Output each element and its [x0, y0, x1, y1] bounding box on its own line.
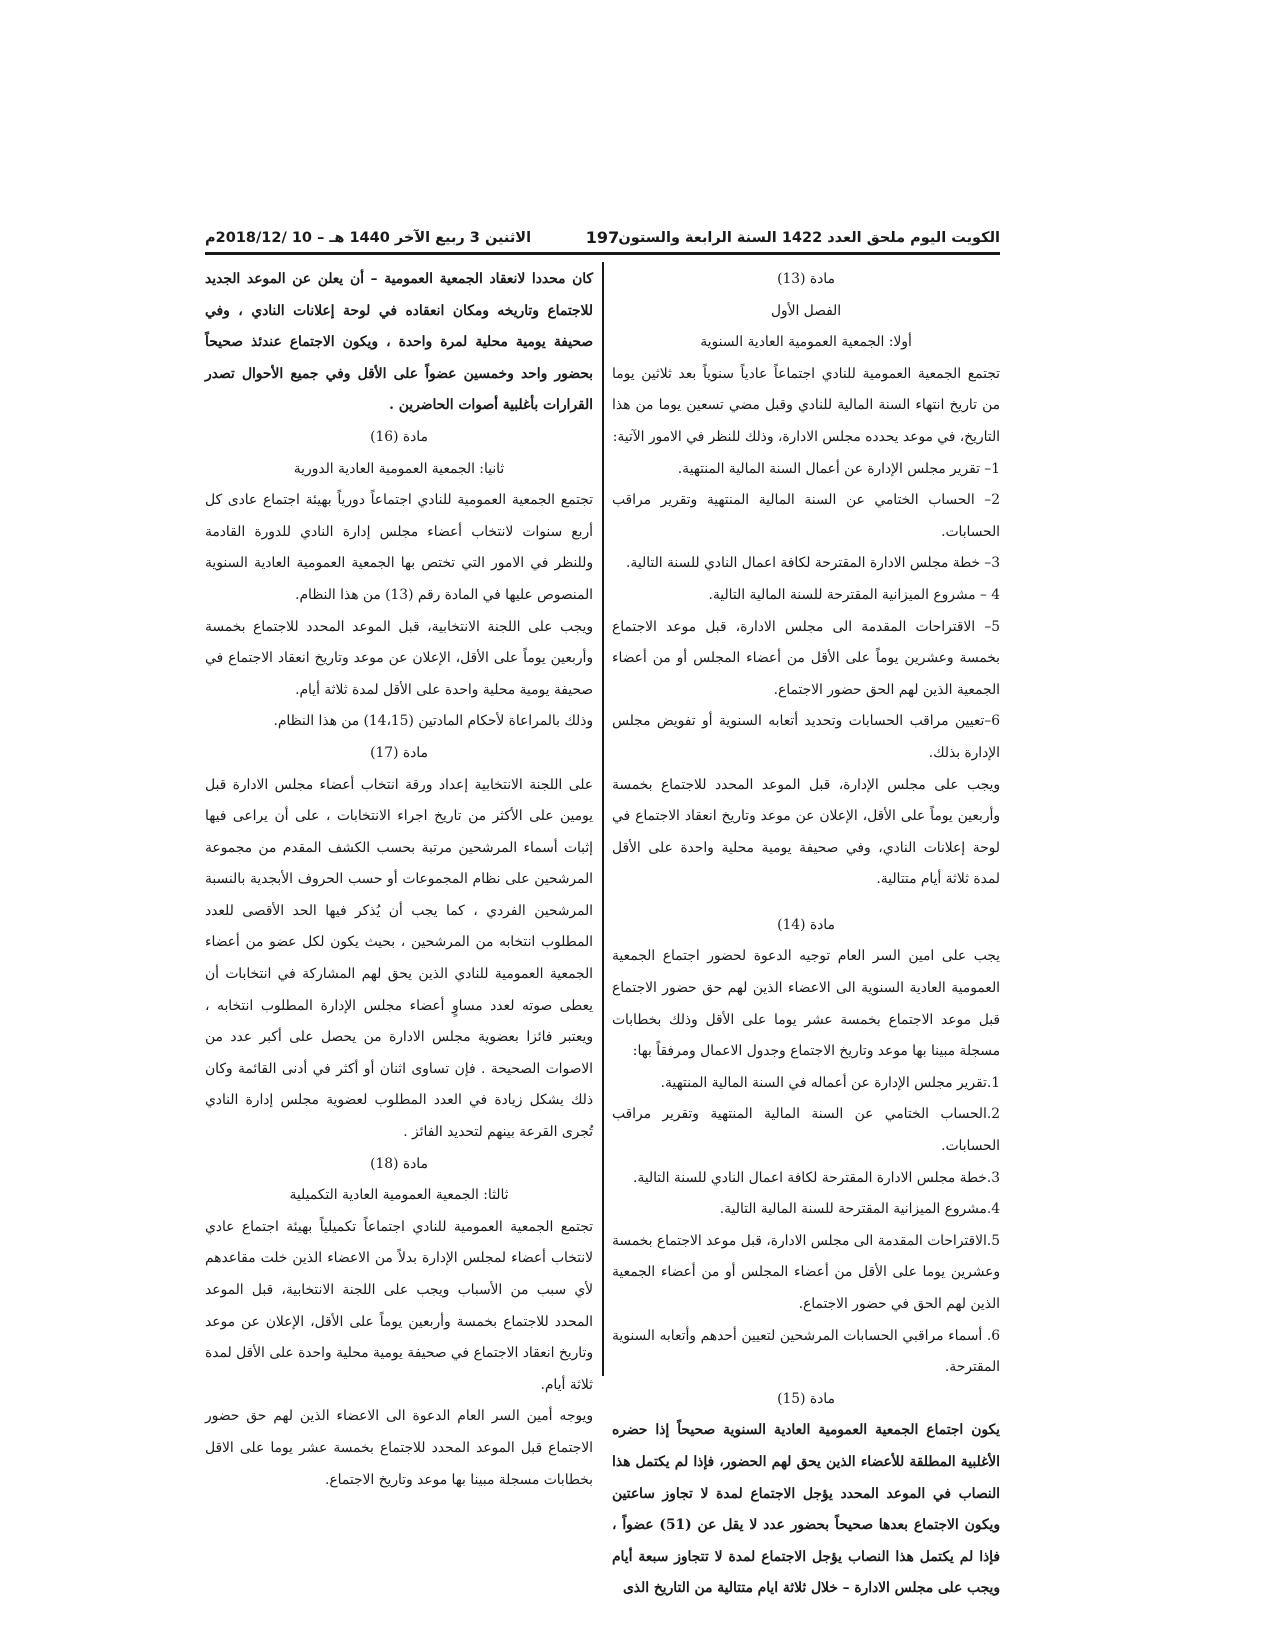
list-item: 3.خطة مجلس الادارة المقترحة لكافة اعمال النادي للسنة التالية.	[632, 1169, 1000, 1186]
section-title: أولا: الجمعية العمومية العادية السنوية	[700, 334, 912, 351]
article-15-continuation: كان محددا لانعقاد الجمعية العمومية – أن يعلن عن الموعد الجديد للاجتماع وتاريخه ومكان انعقاده في لوحة إعلانات النادي ، وفي صحيفة يومية محلية لمرة واحدة ، ويكون الاجتماع عندئذ صحيحاً بحضور واحد وخمسين عضواً على الأقل وفي جميع الأحوال تصدر القرارات بأغلبية أصوات الحاضرين .	[205, 271, 593, 414]
paragraph-gap	[612, 896, 1000, 910]
gazette-page	[205, 226, 1000, 1597]
list-item: 5.الاقتراحات المقدمة الى مجلس الادارة، قبل موعد الاجتماع بخمسة وعشرين يوما على الأقل من أعضاء المجلس أو من أعضاء الجمعية الذين لهم الحق في حضور الاجتماع.	[612, 1232, 1000, 1312]
section-title: ثالثا: الجمعية العمومية العادية التكميلية	[289, 1187, 509, 1204]
article-15-title: مادة (15)	[777, 1390, 835, 1407]
article-16-body: تجتمع الجمعية العمومية للنادي اجتماعاً دورياً بهيئة اجتماع عادى كل أربع سنوات لانتخاب أعضاء مجلس إدارة النادي للدورة القادمة وللنظر في الامور التي تختص بها الجمعية العمومية العادية السنوية المنصوص عليها في المادة رقم (13) من هذا النظام.	[205, 492, 593, 603]
article-18-title: مادة (18)	[370, 1155, 428, 1172]
page-number: 197	[585, 228, 620, 247]
article-13-notice: ويجب على مجلس الإدارة، قبل الموعد المحدد للاجتماع بخمسة وأربعين يوماً على الأقل، الإعلان عن موعد وتاريخ انعقاد الاجتماع في لوحة إعلانات النادي، وفي صحيفة يومية محلية واحدة على الأقل لمدة ثلاثة أيام متتالية.	[612, 776, 1000, 888]
article-17-title: مادة (17)	[370, 744, 428, 761]
list-item: 3– خطة مجلس الادارة المقترحة لكافة اعمال النادي للسنة التالية.	[626, 555, 1000, 572]
article-16-notice: ويجب على اللجنة الانتخابية، قبل الموعد المحدد للاجتماع بخمسة وأربعين يوماً على الأقل، الإعلان عن موعد وتاريخ انعقاد الاجتماع في صحيفة يومية محلية واحدة على الأقل لمدة ثلاثة أيام.	[205, 618, 593, 698]
article-18-body: تجتمع الجمعية العمومية للنادي اجتماعاً تكميلياً بهيئة اجتماع عادي لانتخاب أعضاء لمجلس الإدارة بدلاً من الاعضاء الذين خلت مقاعدهم لأي سبب من الأسباب ويجب على اللجنة الانتخابية، قبل الموعد المحدد للاجتماع بخمسة وأربعين يوماً على الأقل، الإعلان عن موعد وتاريخ انعقاد الاجتماع في صحيفة يومية محلية واحدة على الأقل لمدة ثلاثة أيام.	[205, 1218, 593, 1393]
right-column	[612, 264, 1000, 1605]
list-item: 5– الاقتراحات المقدمة الى مجلس الادارة، قبل موعد الاجتماع بخمسة وعشرين يوماً على الأقل من أعضاء المجلس أو من أعضاء الجمعية الذين لهم الحق حضور الاجتماع.	[612, 618, 1000, 698]
article-18-invitation: ويوجه أمين السر العام الدعوة الى الاعضاء الذين لهم حق حضور الاجتماع قبل الموعد المحدد للاجتماع بخمسة عشر يوما على الاقل بخطابات مسجلة مبينا بها موعد وتاريخ الاجتماع.	[205, 1408, 593, 1488]
article-13-title: مادة (13)	[777, 271, 835, 287]
list-item: 1.تقرير مجلس الإدارة عن أعماله في السنة المالية المنتهية.	[660, 1074, 1000, 1091]
list-item: 6–تعيين مراقب الحسابات وتحديد أتعابه السنوية أو تفويض مجلس الإدارة بذلك.	[612, 713, 1000, 761]
publication-title: الكويت اليوم ملحق العدد 1422 السنة الرابعة والستون	[618, 230, 1000, 246]
section-title: ثانيا: الجمعية العمومية العادية الدورية	[293, 460, 505, 477]
header-divider	[205, 252, 1000, 255]
article-14-body: يجب على امين السر العام توجيه الدعوة لحضور اجتماع الجمعية العمومية العادية السنوية الى الاعضاء الذين لهم حق حضور الاجتماع قبل موعد الاجتماع بخمسة عشر يوما على الأقل وذلك بخطابات مسجلة مبينا بها موعد وتاريخ الاجتماع وجدول الاعمال ومرفقاً بها:	[612, 948, 1000, 1060]
article-16-title: مادة (16)	[370, 428, 428, 445]
article-16-reference: وذلك بالمراعاة لأحكام المادتين (14،15) من هذا النظام.	[273, 713, 593, 730]
list-item: 6. أسماء مراقبي الحسابات المرشحين لتعيين أحدهم وأتعابه السنوية المقترحة.	[612, 1327, 1000, 1376]
article-17-body: على اللجنة الانتخابية إعداد ورقة انتخاب أعضاء مجلس الادارة قبل يومين على الأكثر من تاريخ اجراء الانتخابات ، على أن يراعى فيها إثبات أسماء المرشحين مرتبة بحسب الكشف المقدم من مجموعة المرشحين على نظام المجموعات أو حسب الحروف الأبجدية بالنسبة المرشحين الفردي ، كما يجب أن يُذكر فيها الحد الأقصى للعدد المطلوب انتخابه من المرشحين ، بحيث يكون لكل عضو من أعضاء الجمعية العمومية للنادي الذين يحق لهم المشاركة في انتخابات أن يعطى صوته لعدد مساوٍ أعضاء مجلس الإدارة المطلوب انتخابه ، ويعتبر فائزا بعضوية مجلس الادارة من يحصل على أكبر عدد من الاصوات الصحيحة . فإن تساوى اثنان أو أكثر في أدنى القائمة وكان ذلك يشكل زيادة في العدد المطلوب لعضوية مجلس إدارة النادي تُجرى القرعة بينهم لتحديد الفائز .	[205, 776, 593, 1141]
article-14-title: مادة (14)	[777, 916, 835, 933]
issue-date: الاثنين 3 ربيع الآخر 1440 هـ – 10 /2018/12م	[205, 230, 532, 246]
left-column	[205, 264, 593, 1496]
article-13-intro: تجتمع الجمعية العمومية للنادي اجتماعاً عادياً سنوياً بعد ثلاثين يوما من تاريخ انتهاء السنة المالية للنادي وقبل مضي تسعين يوما من هذا التاريخ، في موعد يحدده مجلس الادارة، وذلك للنظر في الامور الآتية:	[612, 365, 1000, 445]
column-divider	[602, 262, 604, 1376]
list-item: 4 – مشروع الميزانية المقترحة للسنة المالية التالية.	[708, 586, 1000, 603]
list-item: 4.مشروع الميزانية المقترحة للسنة المالية التالية.	[719, 1201, 1000, 1218]
list-item: 1– تقرير مجلس الإدارة عن أعمال السنة المالية المنتهية.	[677, 460, 1000, 477]
list-item: 2.الحساب الختامي عن السنة المالية المنتهية وتقرير مراقب الحسابات.	[612, 1106, 1000, 1155]
article-15-body: يكون اجتماع الجمعية العمومية العادية السنوية صحيحاً إذا حضره الأغلبية المطلقة للأعضاء الذين يحق لهم الحضور، فإذا لم يكتمل هذا النصاب في الموعد المحدد يؤجل الاجتماع لمدة لا تجاوز ساعتين ويكون الاجتماع بعدها صحيحاً بحضور عدد لا يقل عن (51) عضواً ، فإذا لم يكتمل هذا النصاب يؤجل الاجتماع لمدة لا تتجاوز سبعة أيام ويجب على مجلس الادارة – خلال ثلاثة ايام متتالية من التاريخ الذى	[612, 1422, 1000, 1597]
list-item: 2– الحساب الختامي عن السنة المالية المنتهية وتقرير مراقب الحسابات.	[612, 492, 1000, 540]
page-header	[205, 226, 1000, 252]
chapter-title: الفصل الأول	[770, 302, 842, 319]
